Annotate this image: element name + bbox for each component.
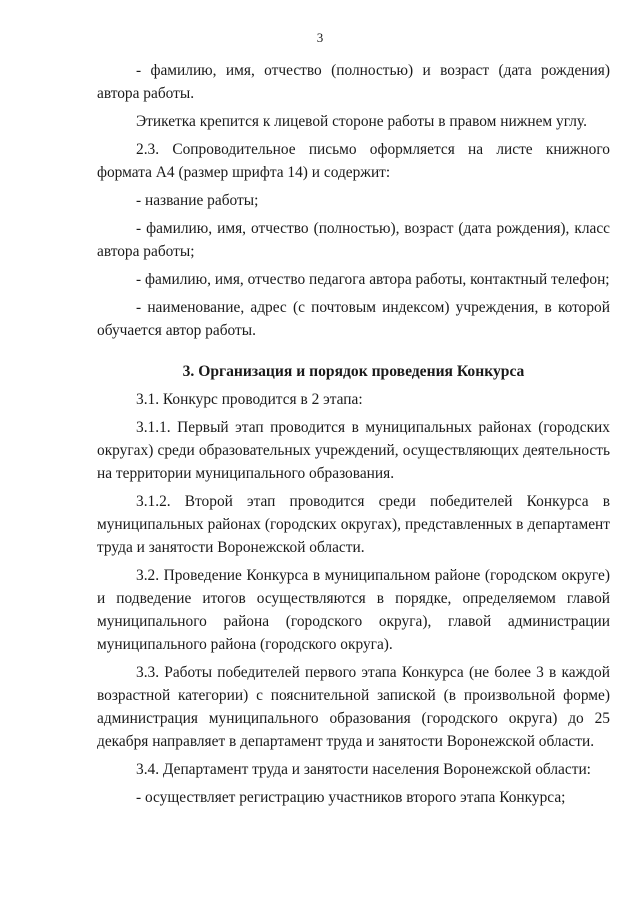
paragraph-first-stage: 3.1.1. Первый этап проводится в муниципальных районах (городских округах) среди образовательных учреждений, осуществляющих деятельность на территории муниципального образования.: [97, 419, 610, 482]
paragraph-stages: 3.1. Конкурс проводится в 2 этапа:: [136, 391, 363, 408]
document-body: [97, 59, 610, 814]
paragraph-author-name-age: - фамилию, имя, отчество (полностью) и возраст (дата рождения) автора работы.: [97, 62, 610, 102]
page-number: 3: [316, 30, 324, 45]
list-item-author-details: - фамилию, имя, отчество (полностью), возраст (дата рождения), класс автора работы;: [97, 220, 610, 260]
section-heading: 3. Организация и порядок проведения Конкурса: [182, 363, 525, 380]
list-item-institution-address: - наименование, адрес (с почтовым индексом) учреждения, в которой обучается автор работы.: [97, 299, 610, 339]
list-item-registration: - осуществляет регистрацию участников второго этапа Конкурса;: [136, 789, 566, 806]
list-item-work-title: - название работы;: [136, 192, 259, 209]
paragraph-department-duties: 3.4. Департамент труда и занятости населения Воронежской области:: [136, 761, 591, 778]
paragraph-winners-submission: 3.3. Работы победителей первого этапа Конкурса (не более 3 в каждой возрастной категории) с пояснительной запиской (в произвольной форме) администрация муниципального образования (городского округа) до 25 декабря направляет в департамент труда и занятости Воронежской области.: [97, 664, 610, 750]
paragraph-cover-letter: 2.3. Сопроводительное письмо оформляется на листе книжного формата А4 (размер шрифта 14) и содержит:: [97, 141, 610, 181]
list-item-teacher-details: - фамилию, имя, отчество педагога автора работы, контактный телефон;: [136, 271, 610, 288]
paragraph-label-placement: Этикетка крепится к лицевой стороне работы в правом нижнем углу.: [136, 113, 587, 130]
paragraph-municipal-conduct: 3.2. Проведение Конкурса в муниципальном районе (городском округе) и подведение итогов осуществляются в порядке, определяемом главой муниципального района (городского округа), главой администрации муниципального района (городского округа).: [97, 567, 610, 653]
paragraph-second-stage: 3.1.2. Второй этап проводится среди победителей Конкурса в муниципальных районах (городских округах), представленных в департамент труда и занятости Воронежской области.: [97, 493, 610, 556]
